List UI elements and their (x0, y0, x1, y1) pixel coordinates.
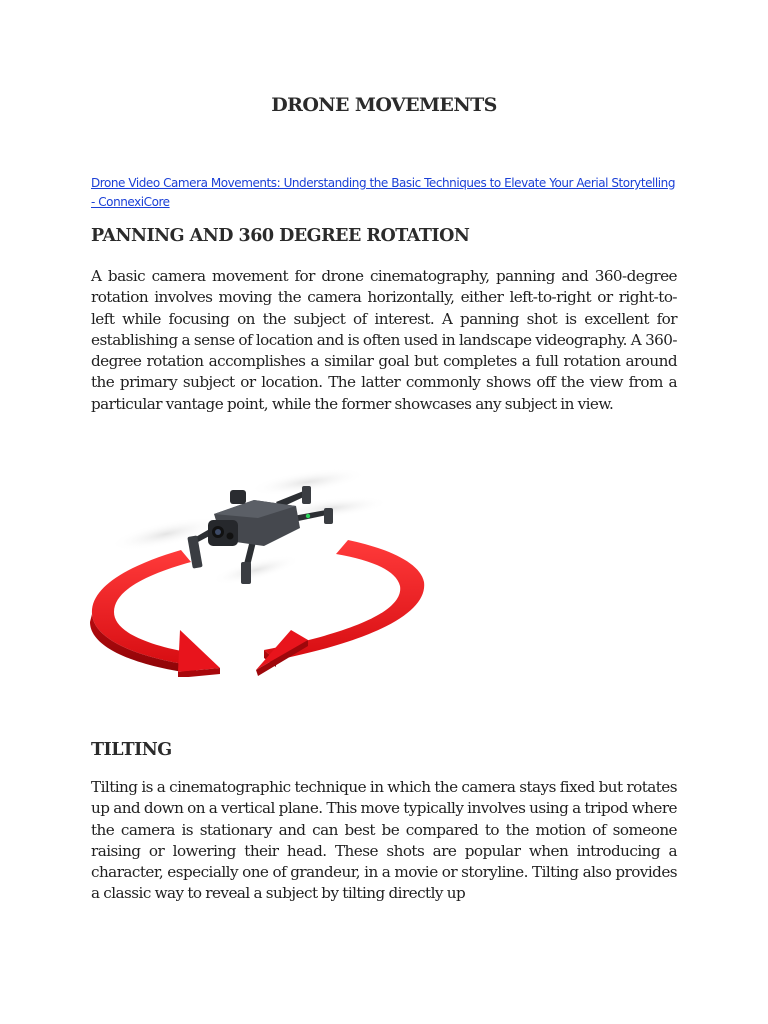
heading-panning: PANNING AND 360 DEGREE ROTATION (91, 226, 470, 246)
page-title: DRONE MOVEMENTS (271, 94, 497, 116)
heading-tilting: TILTING (91, 740, 172, 760)
paragraph-tilting: Tilting is a cinematographic technique in which the camera stays fixed but rotates up and down on a vertical plane. This move typically involves using a tripod where the camera is stationary and can best be compared to the motion of someone raising or lowering their head. These shots are popular when introducing a character, especially one of grandeur, in a movie or storyline. Tilting also provides a classic way to reveal a subject by tilting directly up (91, 778, 677, 903)
drone-rotation-illustration (86, 462, 431, 677)
paragraph-panning: A basic camera movement for drone cinematography, panning and 360-degree rotation involves moving the camera horizontally, either left-to-right or right-to-left while focusing on the subject of interest. A panning shot is excellent for establishing a sense of location and is often used in landscape videography. A 360-degree rotation accomplishes a similar goal but completes a full rotation around the primary subject or location. The latter commonly shows off the view from a particular vantage point, while the former showcases any subject in view. (91, 267, 677, 413)
drone-rotation-figure (86, 462, 431, 677)
source-link[interactable]: Drone Video Camera Movements: Understanding the Basic Techniques to Elevate Your Aerial Storytelling - ConnexiCore (91, 176, 675, 209)
